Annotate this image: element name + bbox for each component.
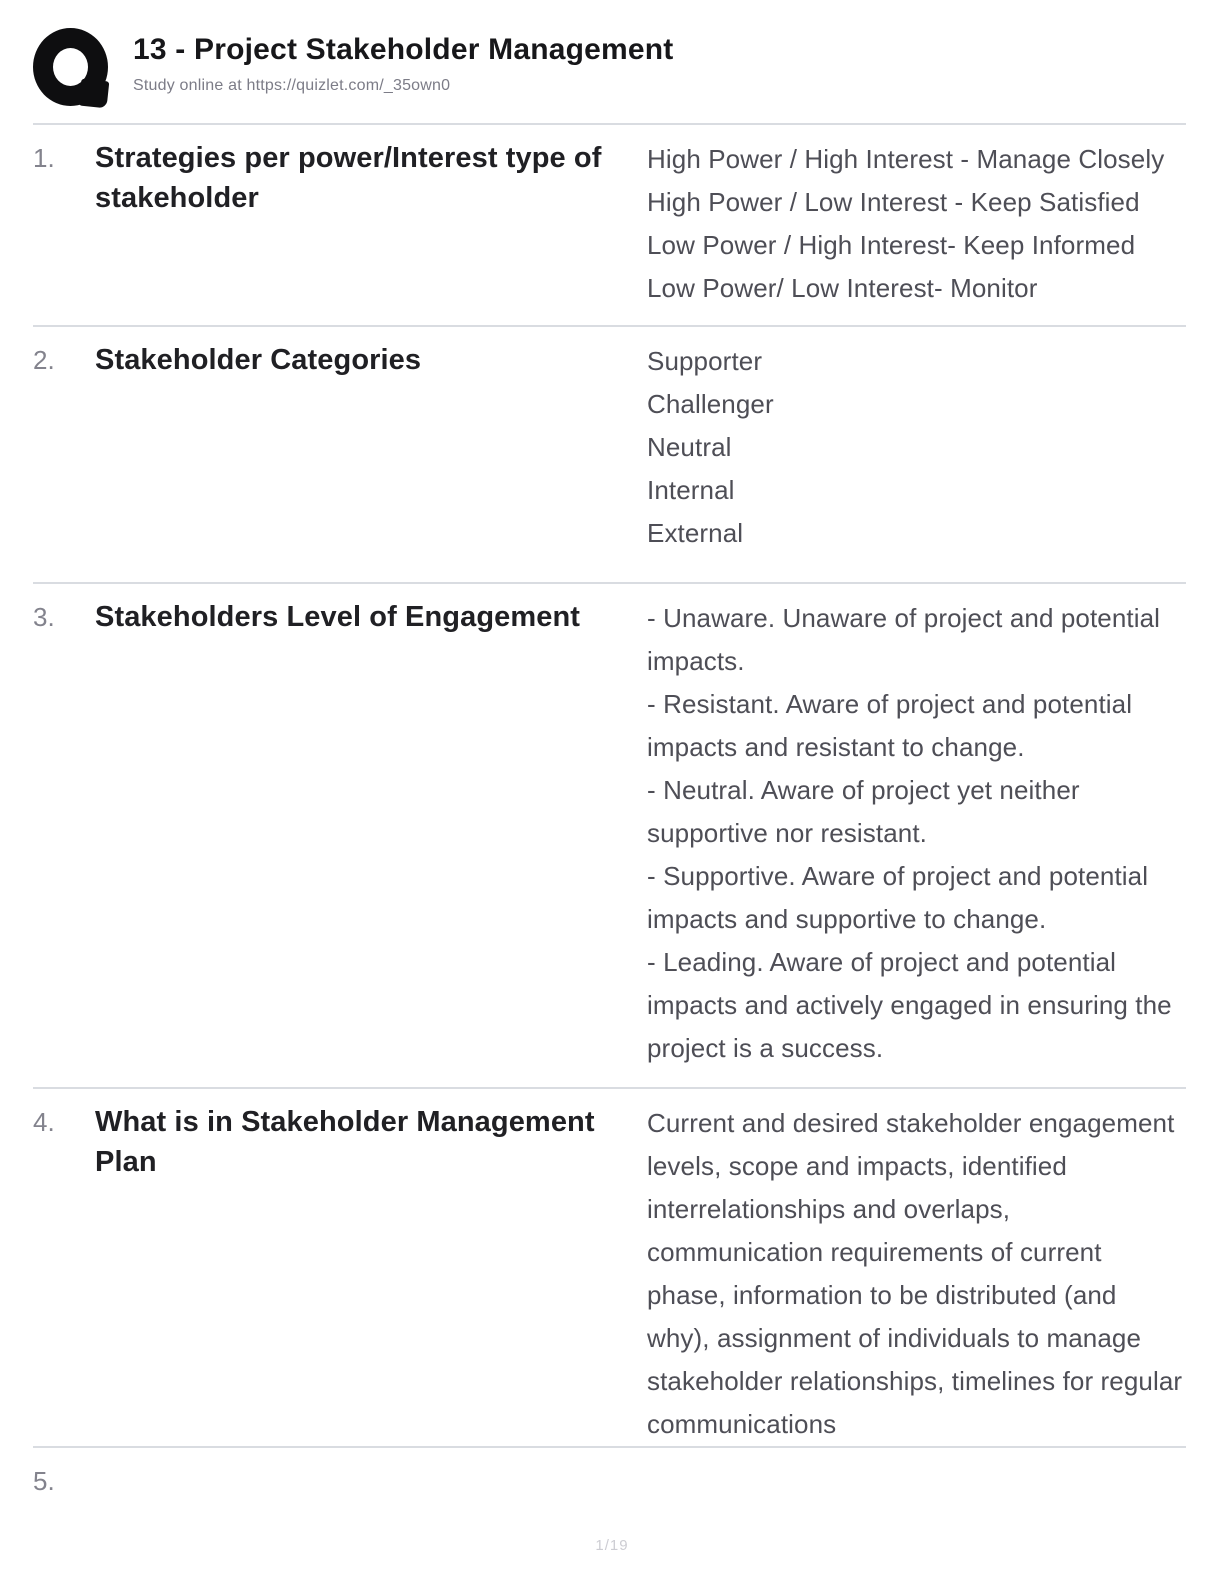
definition-line: Challenger [647, 389, 774, 419]
definition-text [647, 1461, 1186, 1536]
definition-line: - Leading. Aware of project and potential impacts and actively engaged in ensuring the project is a success. [647, 947, 1172, 1063]
definition-text [647, 597, 1186, 1087]
item-number: 1. [33, 143, 55, 173]
term-text [95, 1461, 647, 1536]
flashcard-row [33, 1446, 1186, 1536]
page-title: 13 - Project Stakeholder Management [133, 33, 674, 66]
definition-line: Internal [647, 475, 735, 505]
definition-line: Low Power/ Low Interest- Monitor [647, 273, 1038, 303]
term-text: What is in Stakeholder Management Plan [95, 1106, 595, 1178]
definition-line: High Power / High Interest - Manage Closely [647, 144, 1165, 174]
flashcard-row [33, 325, 1186, 582]
item-number: 5. [33, 1466, 55, 1496]
definition-line: - Supportive. Aware of project and potential impacts and supportive to change. [647, 861, 1149, 934]
term-text: Stakeholder Categories [95, 344, 422, 376]
quizlet-logo-icon [33, 26, 111, 110]
term-text: Stakeholders Level of Engagement [95, 601, 581, 633]
quizlet-q-tail [79, 79, 110, 109]
flashcard-row [33, 123, 1186, 325]
document-header [33, 26, 1186, 123]
definition-line: Supporter [647, 346, 763, 376]
item-number: 4. [33, 1107, 55, 1137]
definition-line: High Power / Low Interest - Keep Satisfied [647, 187, 1140, 217]
definition-line: - Neutral. Aware of project yet neither supportive nor resistant. [647, 775, 1080, 848]
flashcard-row [33, 1087, 1186, 1446]
term-text: Strategies per power/Interest type of stakeholder [95, 142, 602, 214]
definition-line: Neutral [647, 432, 732, 462]
definition-text [647, 340, 1186, 582]
definition-line: Current and desired stakeholder engagement levels, scope and impacts, identified interrelationships and overlaps, communication requirements of current phase, information to be distributed (and why), assignment of individuals to manage stakeholder relationships, timelines for regular communications [647, 1108, 1183, 1439]
title-block [133, 26, 674, 95]
item-number: 3. [33, 602, 55, 632]
page-number: 1/19 [595, 1537, 629, 1554]
flashcard-row [33, 582, 1186, 1087]
definition-line: External [647, 518, 744, 548]
study-online-link[interactable]: Study online at https://quizlet.com/_35own0 [133, 77, 451, 94]
definition-line: - Unaware. Unaware of project and potential impacts. [647, 603, 1161, 676]
flashcard-list [33, 123, 1186, 1536]
definition-line: - Resistant. Aware of project and potential impacts and resistant to change. [647, 689, 1133, 762]
definition-text [647, 1102, 1186, 1446]
item-number: 2. [33, 345, 55, 375]
definition-line: Low Power / High Interest- Keep Informed [647, 230, 1136, 260]
definition-text [647, 138, 1186, 325]
